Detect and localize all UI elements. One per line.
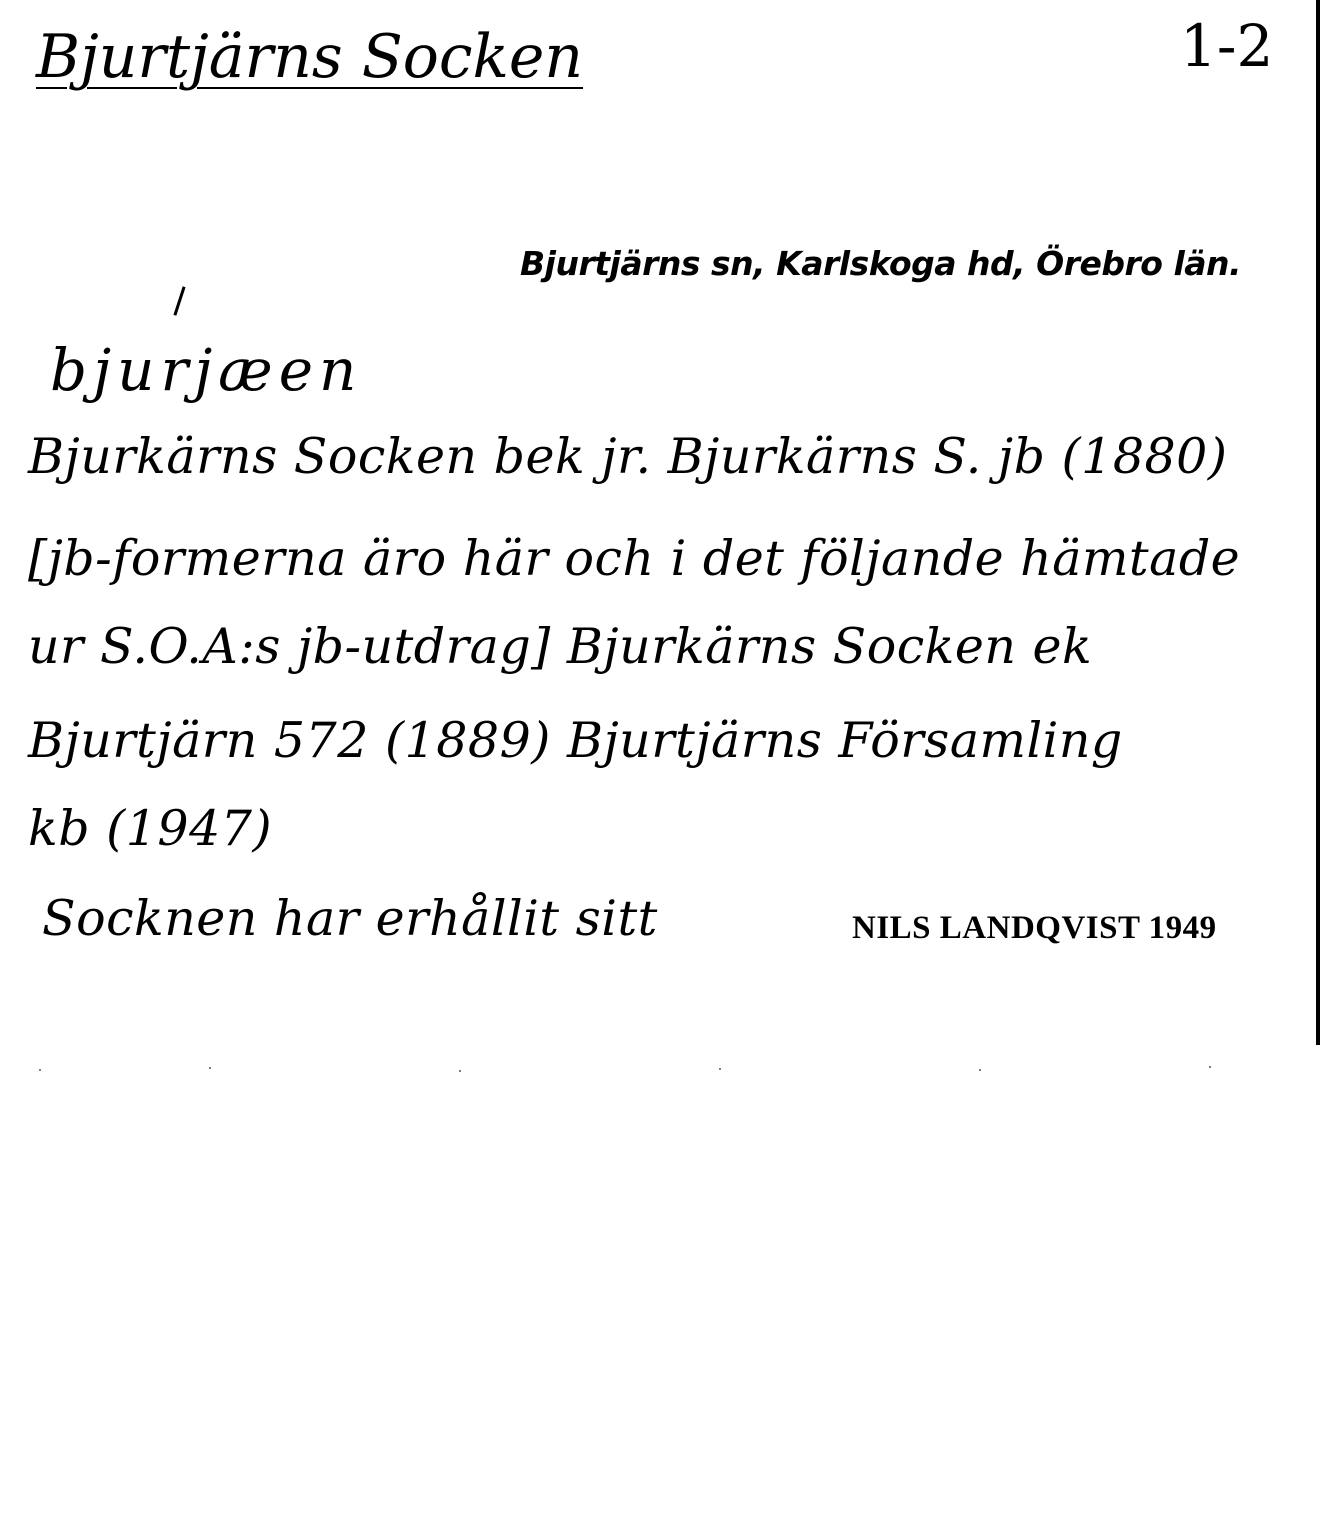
card-text-line-6: Socknen har erhållit sitt <box>42 890 658 947</box>
author-stamp: NILS LANDQVIST 1949 <box>852 910 1217 946</box>
card-number: 1-2 <box>1180 12 1274 80</box>
card-edge <box>1316 0 1320 1045</box>
card-text-line-1: Bjurkärns Socken bek jr. Bjurkärns S. jb (1880) <box>28 428 1228 485</box>
location-stamp: Bjurtjärns sn, Karlskoga hd, Örebro län. <box>520 244 1242 283</box>
card-heading: Bjurtjärns Socken <box>36 22 584 92</box>
card-text-line-4: Bjurtjärn 572 (1889) Bjurtjärns Församling <box>28 712 1123 769</box>
card-text-line-3: ur S.O.A:s jb-utdrag] Bjurkärns Socken ek <box>28 618 1093 675</box>
phonetic-transcription: bjurjæen <box>50 336 363 404</box>
card-text-line-2: [jb-formerna äro här och i det följande hämtade <box>28 530 1241 587</box>
accent-mark <box>173 286 185 315</box>
scan-specks <box>0 1060 1328 1080</box>
card-text-line-5: kb (1947) <box>28 800 273 857</box>
